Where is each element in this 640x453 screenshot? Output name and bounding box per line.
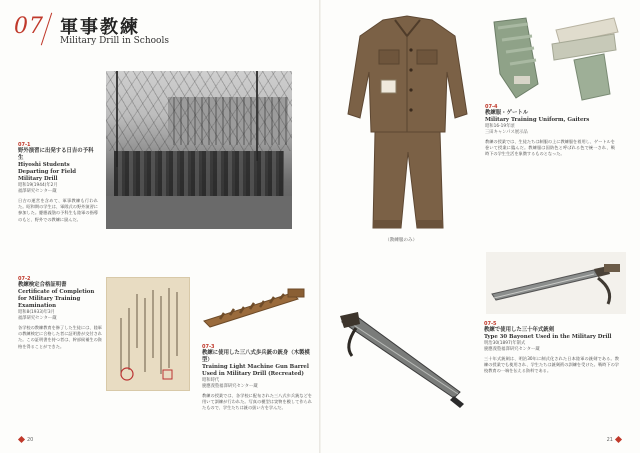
caption-07-2	[18, 276, 102, 350]
caption-date: 昭和8(1933)年3月	[18, 310, 55, 315]
caption-collection: 慶應義塾福澤研究センター蔵	[484, 347, 540, 352]
photo-bayonet-scabbard	[336, 306, 471, 411]
caption-date: 昭和16-19年頃	[485, 124, 515, 129]
section-title-en: Military Drill in Schools	[60, 36, 169, 46]
caption-title-en: Type 30 Bayonet Used in the Military Drill	[484, 334, 612, 340]
certificate-document	[107, 278, 190, 391]
photo-tree	[256, 71, 258, 161]
caption-body: 三十年式銃剣は、明治30年に制式化された日本陸軍の銃剣である。教練の授業でも使用され、学生たちは銃剣術の訓練を受けた。戦時下の学校教育の一端を伝える資料である。	[484, 356, 619, 374]
caption-title-en: Military Training Uniform, Gaiters	[485, 117, 590, 123]
section-title-jp: 軍事教練	[60, 17, 140, 38]
caption-07-1	[18, 142, 98, 223]
caption-title-en: Hiyoshi Students Departing for Field Military Drill	[18, 162, 77, 182]
photo-type30-bayonet	[486, 252, 626, 314]
caption-07-4	[485, 104, 615, 158]
caption-body: 教練の授業では、各学校に配布された三八式歩兵銃などを用いて訓練が行われた。写真の模型は実物を模して作られたもので、学生たちは銃の扱い方を学んだ。	[202, 393, 312, 411]
page-gutter	[319, 0, 321, 453]
caption-number: 07-1	[18, 142, 31, 148]
page-number-right: 21	[607, 437, 624, 443]
folio-diamond-icon	[18, 436, 25, 443]
caption-title-jp: 教練に使用した三八式歩兵銃の銃身（木製模型）	[202, 350, 310, 363]
caption-title-jp: 教練服・ゲートル	[485, 110, 529, 116]
caption-collection: 三田キャンパス展示品	[485, 130, 528, 135]
caption-collection: 慶應義塾福澤研究センター蔵	[202, 384, 258, 389]
photo-certificate	[106, 277, 190, 391]
caption-date: 昭和19(1944)年2月	[18, 183, 58, 188]
caption-07-3	[202, 344, 312, 412]
caption-07-5	[484, 321, 619, 375]
caption-collection: 福澤研究センター蔵	[18, 189, 57, 194]
photo-training-uniform	[345, 14, 470, 234]
caption-number: 07-2	[18, 276, 31, 282]
folio-diamond-icon	[615, 436, 622, 443]
caption-title-jp: 教練検定合格証明書	[18, 282, 67, 288]
caption-body: 各学校の教練教育を修了した生徒には、陸軍の教練検定に合格した者に証明書が交付された。この証明書を持つ者は、幹部候補生の資格を得ることができた。	[18, 325, 102, 349]
caption-number: 07-4	[485, 104, 498, 110]
uniform-caption: （教練服のみ）	[385, 238, 418, 243]
section-number: 07	[14, 14, 44, 39]
caption-title-jp: 野外演習に出発する日吉の予科生	[18, 148, 94, 161]
photo-branches	[106, 71, 292, 151]
caption-title-jp: 教練で使用した三十年式銃剣	[484, 327, 555, 333]
photo-ground	[106, 196, 292, 229]
caption-title-en: Certificate of Completion for Military Training Examination	[18, 289, 95, 309]
caption-date: 明治30(1897)年制式	[484, 341, 526, 346]
photo-gaiters	[486, 14, 626, 104]
caption-date: 昭和時代	[202, 378, 220, 383]
photo-gun-barrel-model	[200, 285, 310, 330]
caption-body: 日吉の運営を含めて、軍事教練も行われた。昭和期の学生は、軍隊式の野外演習に参加した。慶應義塾の予科生も陸軍の指導のもと、野外での教練に励んだ。	[18, 198, 98, 222]
caption-number: 07-3	[202, 344, 215, 350]
photo-troops	[114, 151, 284, 196]
caption-body: 教練の授業では、生徒たちは制服の上に教練服を着用し、ゲートルを巻いて授業に臨んだ。教練服は国防色と呼ばれる色で統一され、戦時下の学生生活を象徴するものとなった。	[485, 139, 615, 157]
page-number-left: 20	[16, 437, 33, 443]
caption-title-en: Training Light Machine Gun Barrel Used in Military Drill (Recreated)	[202, 364, 309, 377]
photo-students-marching	[106, 71, 292, 229]
caption-number: 07-5	[484, 321, 497, 327]
caption-collection: 福澤研究センター蔵	[18, 316, 57, 321]
